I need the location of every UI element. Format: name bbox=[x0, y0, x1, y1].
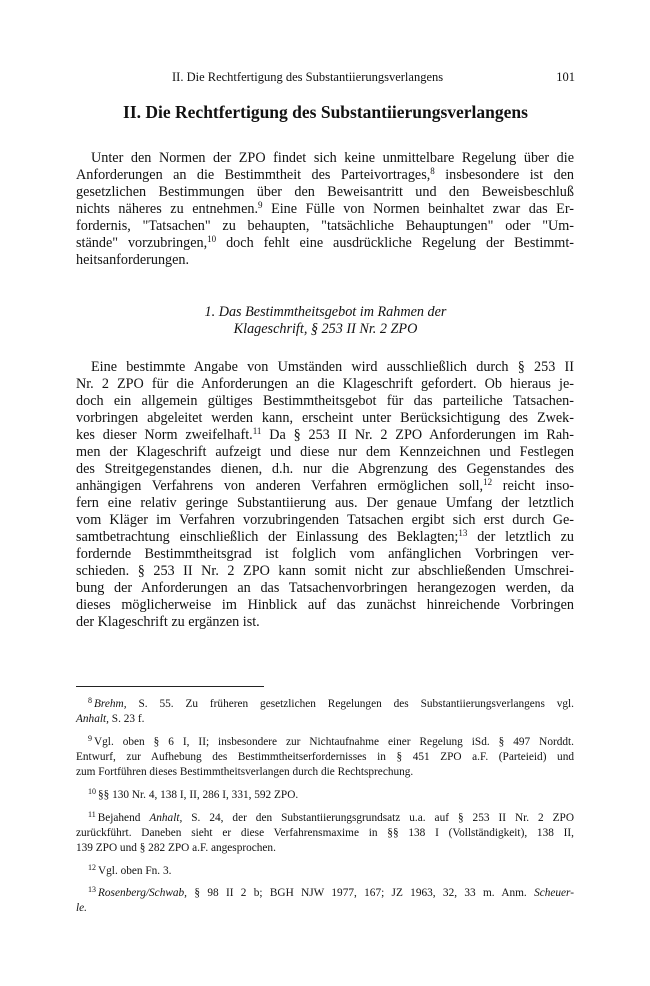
text-line: samtbetrachtung einschließlich der Einlassung des Beklagten;$^{13}$ der letztlich zu bbox=[76, 528, 575, 545]
footnote-10: $^{10}$ §§ 130 Nr. 4, 138 I, II, 286 I, 331, 592 ZPO. bbox=[88, 787, 299, 801]
footnote-12: $^{12}$ Vgl. oben Fn. 3. bbox=[88, 863, 172, 877]
text-line: Nr. 2 ZPO für die Anforderungen an die Klageschrift gefordert. Ob hieraus je- bbox=[76, 376, 574, 392]
footnote-13: $^{13}$ Rosenberg/Schwab, § 98 II 2 b; BGH NJW 1977, 167; JZ 1963, 32, 33 m. Anm. Scheuer- bbox=[88, 885, 574, 899]
text-line: vorbringen abgeleitet werden kann, erscheint unter Berücksichtigung des Zwek- bbox=[76, 410, 574, 426]
running-head-title: II. Die Rechtfertigung des Substantiierungsverlangens bbox=[172, 70, 444, 84]
section-heading-line-1: 1. Das Bestimmtheitsgebot im Rahmen der bbox=[204, 304, 447, 320]
text-line: vom Kläger im Verfahren vorzubringenden Tatsachen ergibt sich erst durch Ge- bbox=[76, 512, 574, 528]
text-line: stände" vorzubringen,$^{10}$ doch fehlt eine ausdrückliche Regelung der Bestimmt- bbox=[76, 234, 574, 251]
footnote-11-cont: 139 ZPO und § 282 ZPO a.F. angesprochen. bbox=[76, 842, 276, 854]
chapter-heading: II. Die Rechtfertigung des Substantiierungsverlangens bbox=[123, 102, 528, 122]
footnote-11: $^{11}$ Bejahend Anhalt, S. 24, der den Substantiierungsgrundsatz u.a. auf § 253 II Nr. 2 ZPO bbox=[88, 810, 574, 824]
footnote-ref[interactable]: 9 bbox=[258, 200, 263, 210]
footnote-9: $^9$ Vgl. oben § 6 I, II; insbesondere zur Nichtaufnahme einer Regelung iSd. § 497 Norddt. bbox=[88, 734, 574, 748]
text-line: dieses möglicherweise im Hinblick auf das zunächst hinreichende Vorbringen bbox=[76, 597, 574, 613]
text-line: schieden. § 253 II Nr. 2 ZPO kann somit nicht zur abschließenden Umschrei- bbox=[76, 563, 574, 579]
text-line: fordernde Bestimmtheitsgrad ist folglich vom anfänglichen Vorbringen ver- bbox=[76, 546, 574, 562]
text-line: gesetzlichen Bestimmungen über den Beweisantritt und den Beweisbeschluß bbox=[76, 184, 574, 200]
text-line: kes dieser Norm zweifelhaft.$^{11}$ Da § 253 II Nr. 2 ZPO Anforderungen im Rah- bbox=[76, 426, 574, 443]
text-line: bung der Anforderungen an das Tatsachenvorbringen herangezogen werden, da bbox=[76, 580, 574, 596]
text-line: nichts näheres zu entnehmen.$^9$ Eine Fülle von Normen beinhaltet zwar das Er- bbox=[76, 200, 575, 217]
footnote-9-cont: zum Fortführen dieses Bestimmtheitsverlangen durch die Rechtsprechung. bbox=[76, 766, 414, 778]
text-line: doch ein allgemein gültiges Bestimmtheitsgebot für das parteiliche Tatsachen- bbox=[76, 393, 574, 409]
text-line: der Klageschrift zu ergänzen ist. bbox=[76, 614, 260, 630]
text-line: fern eine relativ geringe Substantiierung aus. Der genaue Umfang der letztlich bbox=[76, 495, 574, 511]
text-line: Anforderungen an die Bestimmtheit des Parteivortrages,$^8$ insbesondere ist den bbox=[76, 166, 574, 183]
text-line: Unter den Normen der ZPO findet sich keine unmittelbare Regelung über die bbox=[91, 150, 574, 166]
text-line: Eine bestimmte Angabe von Umständen wird ausschließlich durch § 253 II bbox=[91, 359, 574, 375]
text-line: heitsanforderungen. bbox=[76, 252, 190, 268]
footnote-9-cont: Entwurf, zur Aufhebung des Bestimmtheitserfordernisses in § 451 ZPO a.F. (Parteieid) und bbox=[76, 751, 574, 763]
footnote-ref[interactable]: 10 bbox=[207, 234, 217, 244]
text-line: des Streitgegenstandes dienen, d.h. nur die Abgrenzung des Gegenstandes des bbox=[76, 461, 574, 477]
footnote-8: $^8$ Brehm, S. 55. Zu früheren gesetzlichen Regelungen des Substantiierungsverlangens vgl. bbox=[88, 696, 574, 710]
footnote-ref[interactable]: 11 bbox=[252, 426, 262, 436]
text-line: fordernis, "Tatsachen" zu behaupten, "tatsächliche Behauptungen" oder "Um- bbox=[76, 218, 574, 234]
text-line: men der Klageschrift aufzeigt und diese nur dem Kennzeichnen und Festlegen bbox=[76, 444, 574, 460]
footnote-ref[interactable]: 12 bbox=[483, 477, 493, 487]
footnote-11-cont: zurückführt. Daneben sieht er diese Verfahrensmaxime in §§ 138 I (Vollständigkeit), 138 II, bbox=[76, 827, 574, 839]
section-heading-line-2: Klageschrift, § 253 II Nr. 2 ZPO bbox=[233, 321, 418, 337]
text-line: anhängigen Verfahrens von anderen Verfahren ermöglichen soll,$^{12}$ reicht inso- bbox=[76, 477, 575, 494]
footnote-ref[interactable]: 13 bbox=[458, 528, 468, 538]
footnote-separator bbox=[76, 686, 264, 687]
page-number: 101 bbox=[556, 70, 575, 84]
footnote-8-cont: Anhalt, S. 23 f. bbox=[76, 713, 145, 725]
footnote-ref[interactable]: 8 bbox=[430, 166, 435, 176]
footnote-13-cont: le. bbox=[76, 902, 87, 914]
